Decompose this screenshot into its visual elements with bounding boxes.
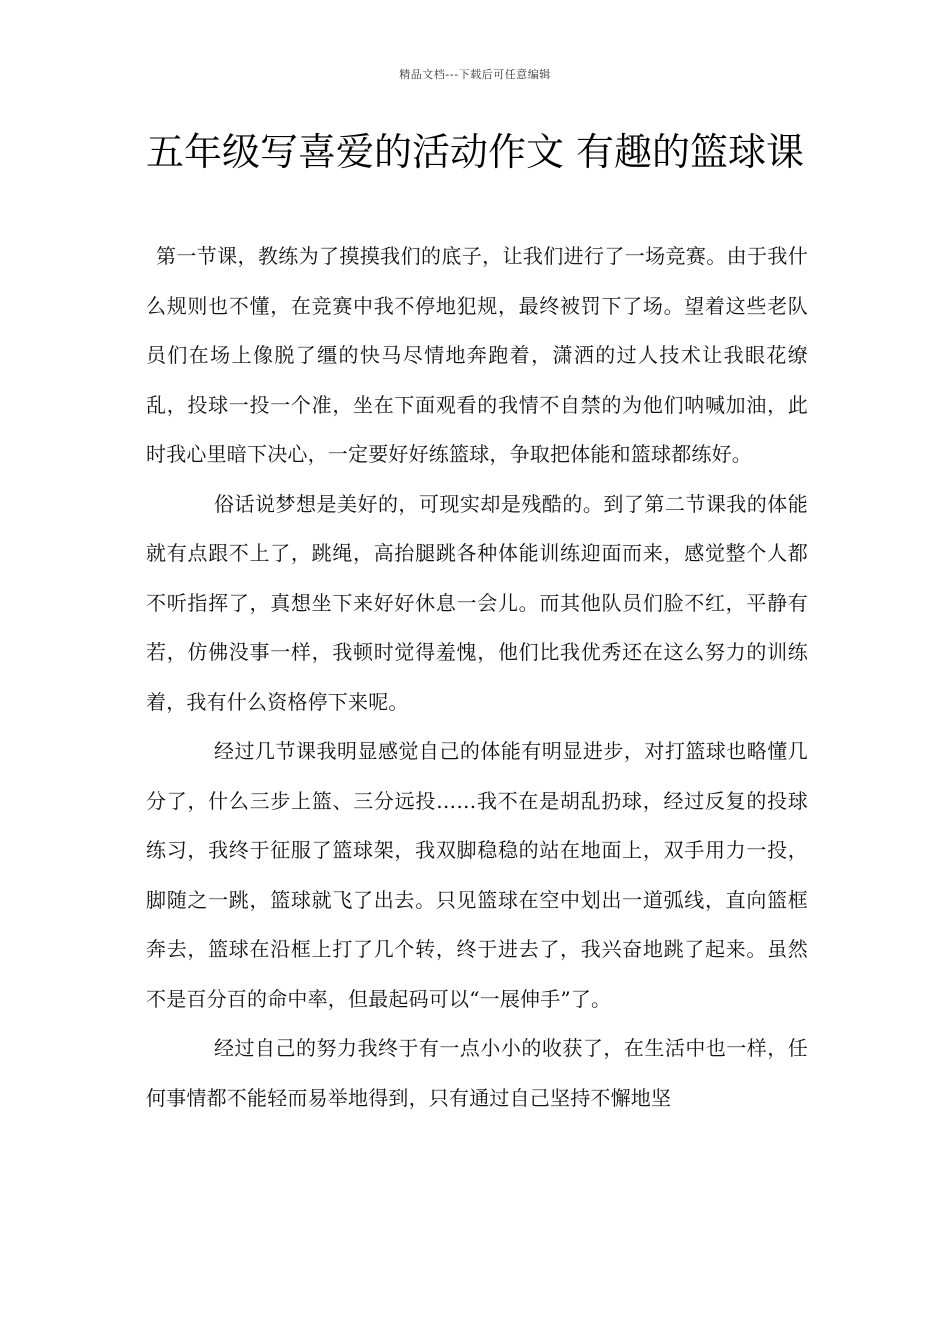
paragraph-2: 俗话说梦想是美好的，可现实却是残酷的。到了第二节课我的体能就有点跟不上了，跳绳，高抬腿跳各种体能训练迎面而来，感觉整个人都不听指挥了，真想坐下来好好休息一会儿。而其他队员们脸不红，平静有若，仿佛没事一样，我顿时觉得羞愧，他们比我优秀还在这么努力的训练着，我有什么资格停下来呢。 xyxy=(146,491,808,714)
paragraph-3: 经过几节课我明显感觉自己的体能有明显进步，对打篮球也略懂几分了，什么三步上篮、三分远投……我不在是胡乱扔球，经过反复的投球练习，我终于征服了篮球架，我双脚稳稳的站在地面上，双手用力一投，脚随之一跳，篮球就飞了出去。只见篮球在空中划出一道弧线，直向篮框奔去，篮球在沿框上打了几个转，终于进去了，我兴奋地跳了起来。虽然不是百分百的命中率，但最起码可以“一展伸手”了。 xyxy=(146,739,808,1011)
paragraph-1: 第一节课，教练为了摸摸我们的底子，让我们进行了一场竞赛。由于我什么规则也不懂，在竞赛中我不停地犯规，最终被罚下了场。望着这些老队员们在场上像脱了缰的快马尽情地奔跑着，潇洒的过人技术让我眼花缭乱，投球一投一个准，坐在下面观看的我情不自禁的为他们呐喊加油，此时我心里暗下决心，一定要好好练篮球，争取把体能和篮球都练好。 xyxy=(146,244,808,466)
document-body xyxy=(146,232,808,1123)
header-note: 精品文档---下载后可任意编辑 xyxy=(399,68,551,81)
paragraph-4: 经过自己的努力我终于有一点小小的收获了，在生活中也一样，任何事情都不能轻而易举地得到，只有通过自己坚持不懈地坚 xyxy=(146,1036,808,1110)
document-title: 五年级写喜爱的活动作文 有趣的篮球课 xyxy=(145,130,805,174)
